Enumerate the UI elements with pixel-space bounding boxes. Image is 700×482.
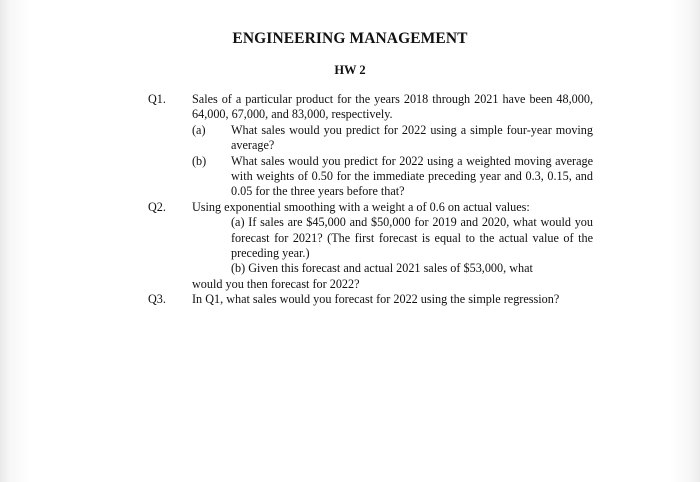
part-text: What sales would you predict for 2022 using a simple four-year moving average?: [231, 122, 593, 153]
question-part-b: (b) Given this forecast and actual 2021 sales of $53,000, what: [231, 261, 533, 276]
question-2: [148, 200, 593, 292]
document-subtitle: HW 2: [334, 63, 366, 77]
question-part-a: [192, 123, 593, 154]
part-text: What sales would you predict for 2022 using a weighted moving average with weights of 0.50 for the immediate preceding year and 0.3, 0.15, and 0.05 for the three years before that?: [231, 153, 593, 199]
question-3: [148, 292, 593, 307]
question-part-b-continuation: would you then forecast for 2022?: [192, 276, 360, 291]
questions-list: [148, 92, 593, 308]
part-label: (a): [192, 122, 206, 137]
question-text: In Q1, what sales would you forecast for 2022 using the simple regression?: [192, 292, 560, 307]
question-number: Q2.: [148, 199, 166, 214]
question-intro: Using exponential smoothing with a weight a of 0.6 on actual values:: [192, 199, 530, 214]
question-intro: Sales of a particular product for the years 2018 through 2021 have been 48,000, 64,000, 67,000, and 83,000, respectively.: [192, 92, 593, 122]
document-title: ENGINEERING MANAGEMENT: [232, 30, 468, 47]
question-number: Q3.: [148, 292, 166, 307]
question-number: Q1.: [148, 92, 166, 106]
part-label: (b): [192, 153, 207, 168]
question-part-b: [192, 154, 593, 200]
question-1: [148, 92, 593, 200]
question-part-a: (a) If sales are $45,000 and $50,000 for 2019 and 2020, what would you forecast for 2021? (The first forecast is equal to the actual value of the preceding year.): [231, 215, 593, 261]
